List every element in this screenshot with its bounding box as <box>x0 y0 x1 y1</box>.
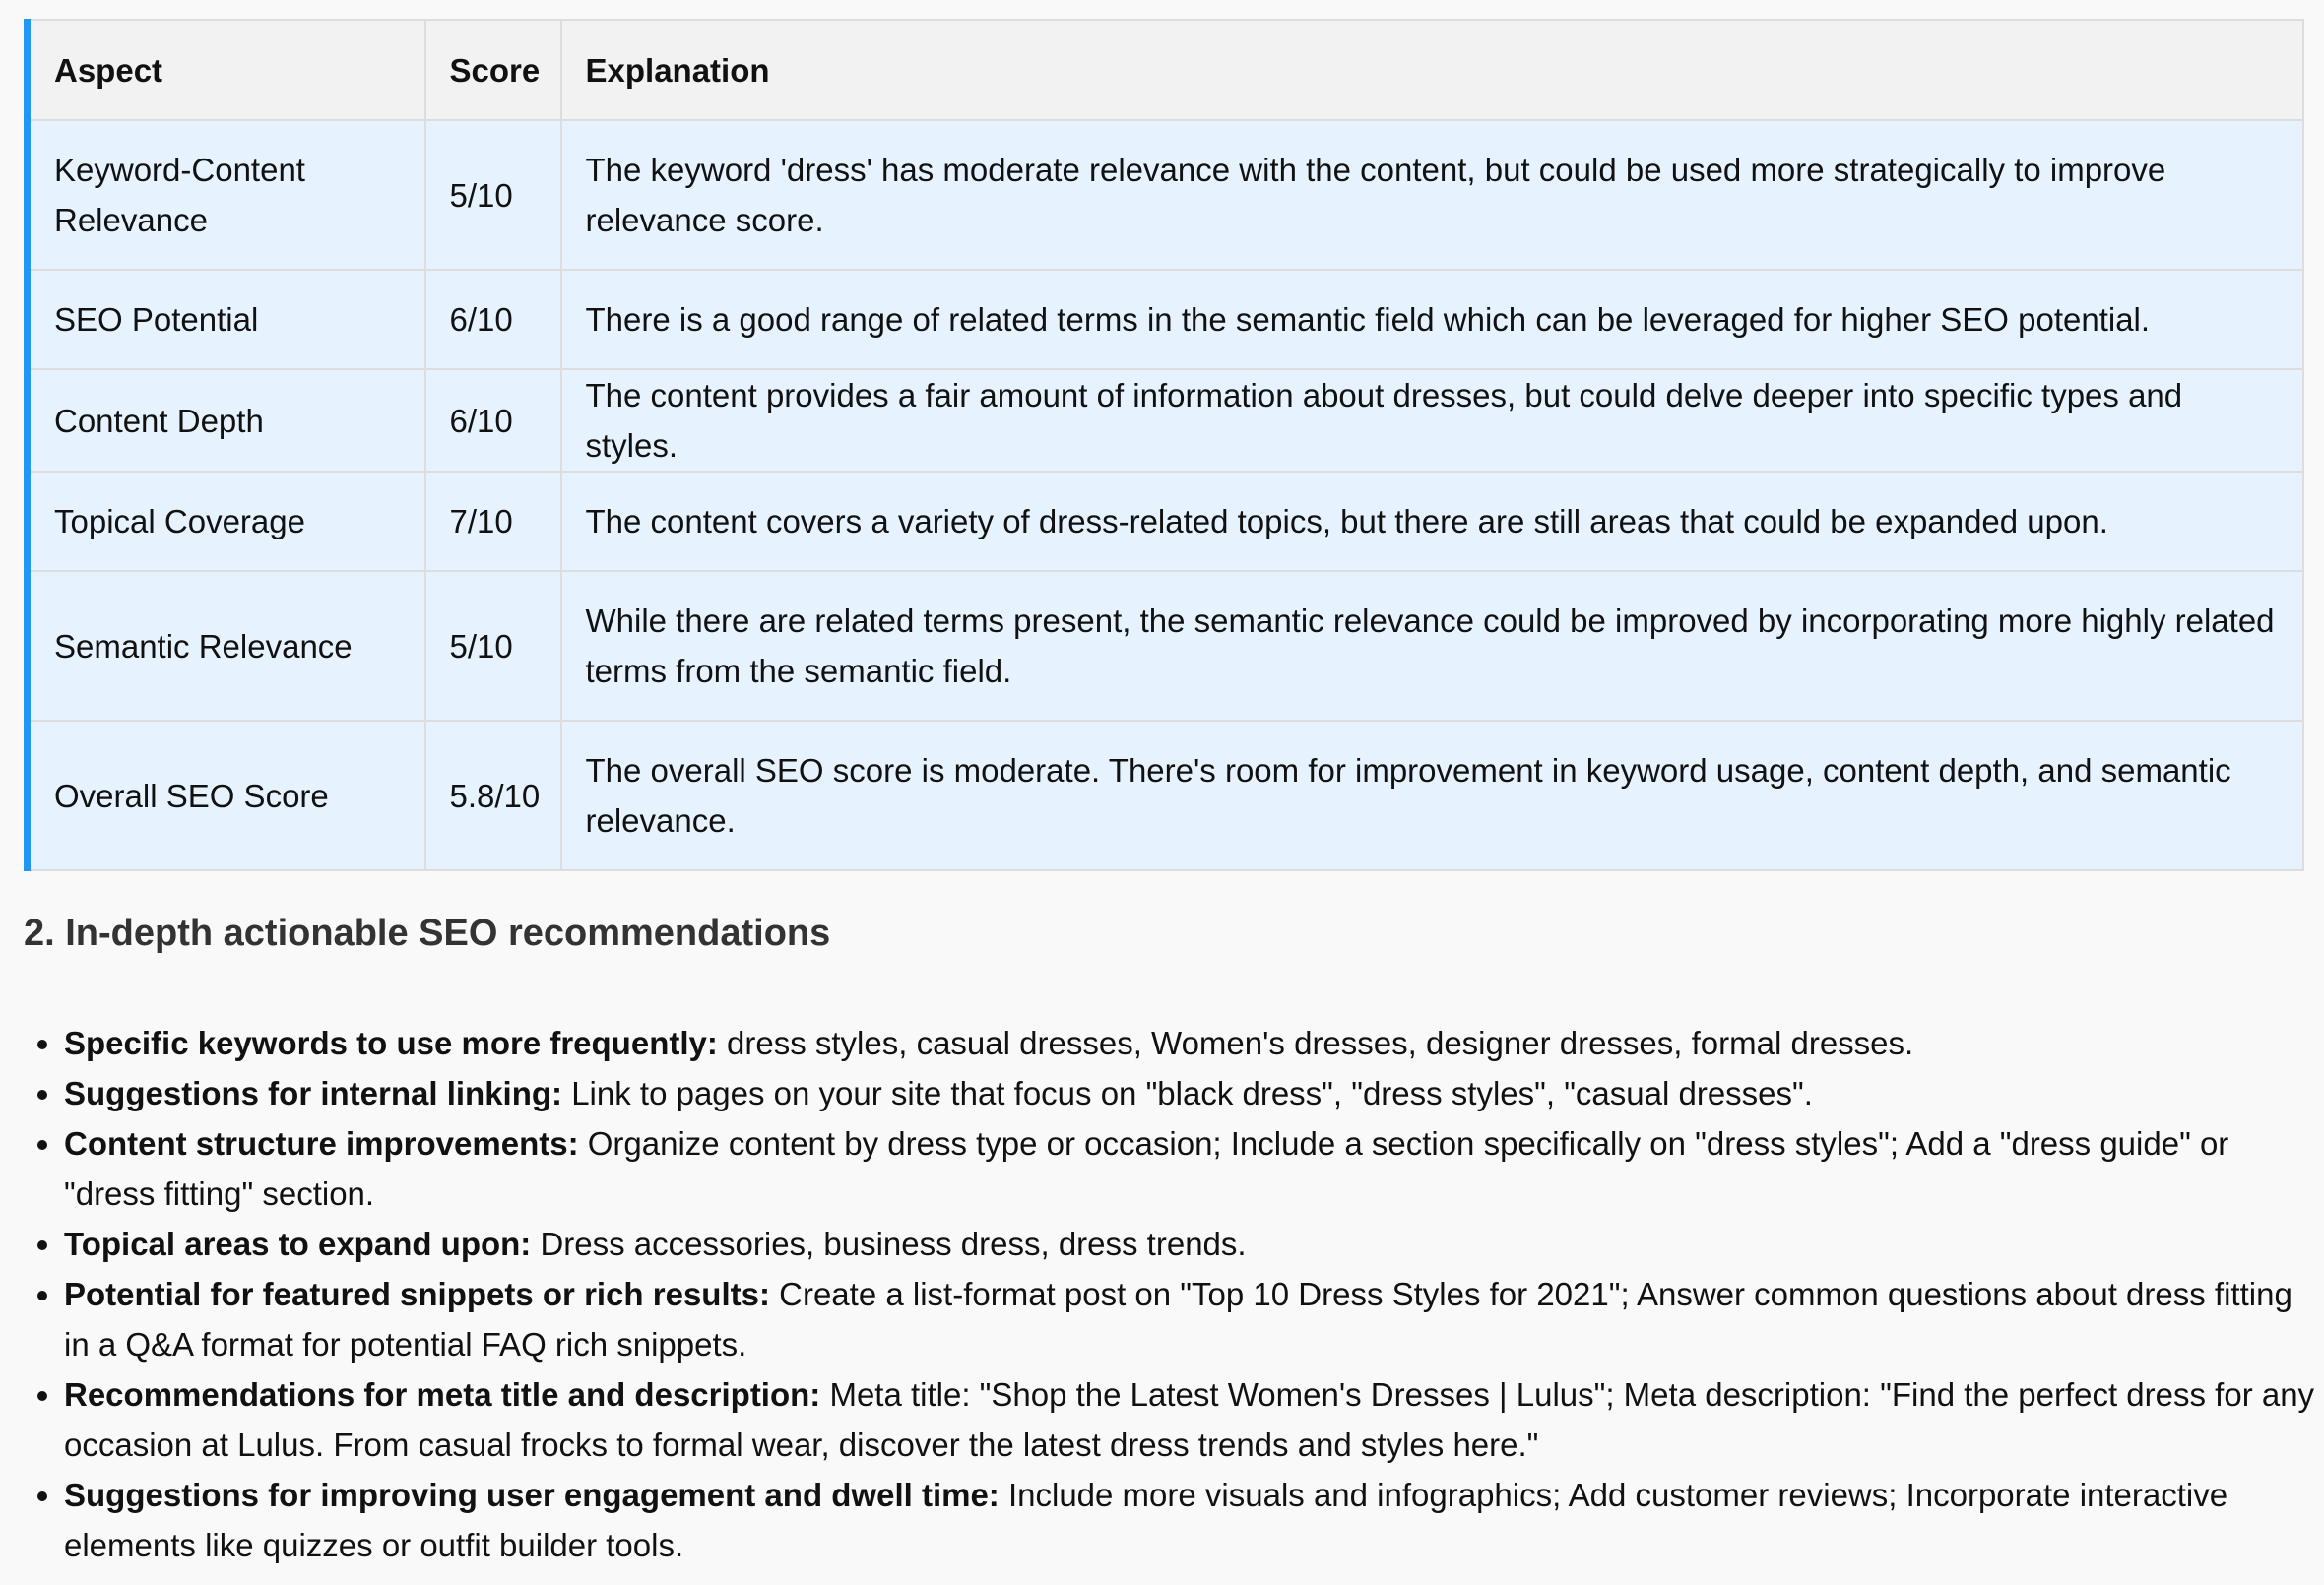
header-explanation: Explanation <box>561 20 2304 120</box>
header-score: Score <box>425 20 561 120</box>
cell-score: 5.8/10 <box>425 721 561 870</box>
cell-score: 5/10 <box>425 571 561 721</box>
recommendation-label: Topical areas to expand upon: <box>64 1226 532 1262</box>
cell-explanation: The content covers a variety of dress-related topics, but there are still areas that could be expanded upon. <box>561 472 2304 571</box>
recommendation-text: Meta title: "Shop the Latest Women's Dresses | Lulus"; Meta description: "Find the perfect dress for any occasion at Lulus. From casual frocks to formal wear, discover the latest dress trends and styles here." <box>64 1376 2315 1463</box>
cell-aspect: Semantic Relevance <box>28 571 425 721</box>
list-item <box>64 1470 2319 1570</box>
cell-aspect: Overall SEO Score <box>28 721 425 870</box>
table-row <box>28 120 2304 270</box>
list-item <box>64 1369 2319 1470</box>
table-row <box>28 270 2304 369</box>
cell-aspect: Topical Coverage <box>28 472 425 571</box>
cell-aspect: Keyword-Content Relevance <box>28 120 425 270</box>
recommendation-text: dress styles, casual dresses, Women's dresses, designer dresses, formal dresses. <box>717 1025 1914 1061</box>
recommendations-list <box>24 1018 2319 1570</box>
table-row <box>28 369 2304 472</box>
table-row <box>28 721 2304 870</box>
cell-score: 5/10 <box>425 120 561 270</box>
recommendation-label: Suggestions for internal linking: <box>64 1075 563 1111</box>
recommendation-label: Recommendations for meta title and description: <box>64 1376 821 1413</box>
recommendation-text: Link to pages on your site that focus on "black dress", "dress styles", "casual dresses". <box>562 1075 1813 1111</box>
cell-explanation: The overall SEO score is moderate. There's room for improvement in keyword usage, content depth, and semantic relevance. <box>561 721 2304 870</box>
recommendation-label: Potential for featured snippets or rich results: <box>64 1276 770 1312</box>
seo-score-table <box>24 19 2304 871</box>
cell-explanation: The keyword 'dress' has moderate relevance with the content, but could be used more strategically to improve relevance score. <box>561 120 2304 270</box>
header-aspect: Aspect <box>28 20 425 120</box>
recommendation-label: Content structure improvements: <box>64 1125 579 1162</box>
cell-explanation: While there are related terms present, the semantic relevance could be improved by incorporating more highly related terms from the semantic field. <box>561 571 2304 721</box>
cell-score: 6/10 <box>425 369 561 472</box>
cell-aspect: Content Depth <box>28 369 425 472</box>
section-heading: 2. In-depth actionable SEO recommendations <box>24 913 831 954</box>
recommendation-label: Specific keywords to use more frequently: <box>64 1025 718 1061</box>
list-item <box>64 1018 2319 1068</box>
list-item <box>64 1068 2319 1118</box>
list-item <box>64 1269 2319 1369</box>
cell-score: 7/10 <box>425 472 561 571</box>
table-header-row <box>28 20 2304 120</box>
recommendation-text: Dress accessories, business dress, dress trends. <box>531 1226 1247 1262</box>
recommendation-text: Organize content by dress type or occasion; Include a section specifically on "dress styles"; Add a "dress guide" or "dress fitting" section. <box>64 1125 2229 1212</box>
cell-score: 6/10 <box>425 270 561 369</box>
list-item <box>64 1219 2319 1269</box>
cell-explanation: The content provides a fair amount of information about dresses, but could delve deeper into specific types and styles. <box>561 369 2304 472</box>
recommendation-text: Include more visuals and infographics; Add customer reviews; Incorporate interactive elements like quizzes or outfit builder tools. <box>64 1477 2228 1563</box>
cell-aspect: SEO Potential <box>28 270 425 369</box>
table-row <box>28 571 2304 721</box>
seo-report <box>24 19 2315 1563</box>
cell-explanation: There is a good range of related terms in the semantic field which can be leveraged for higher SEO potential. <box>561 270 2304 369</box>
table-row <box>28 472 2304 571</box>
list-item <box>64 1118 2319 1219</box>
recommendation-label: Suggestions for improving user engagement and dwell time: <box>64 1477 1000 1513</box>
recommendation-text: Create a list-format post on "Top 10 Dress Styles for 2021"; Answer common questions about dress fitting in a Q&A format for potential FAQ rich snippets. <box>64 1276 2292 1363</box>
